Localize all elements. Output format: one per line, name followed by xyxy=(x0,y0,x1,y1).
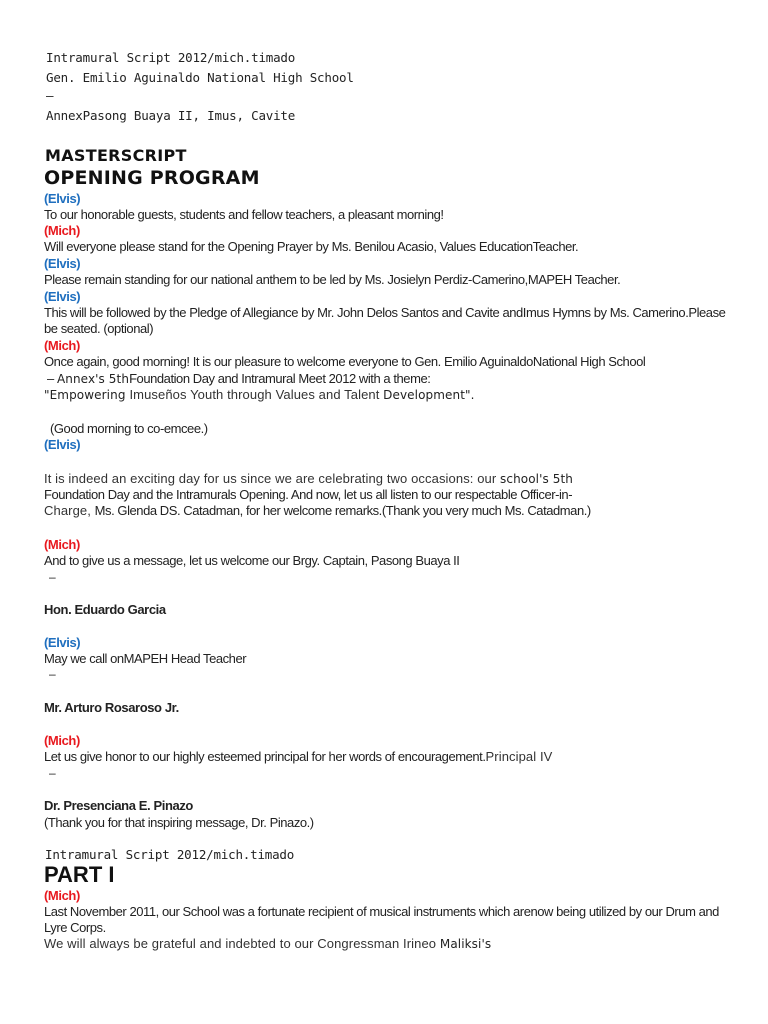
header-school-name: Gen. Emilio Aguinaldo National High School xyxy=(46,70,354,85)
school-5th-text: school's 5th xyxy=(500,472,574,486)
foundation-text: Foundation Day and Intramural Meet 2012 with a theme: xyxy=(129,371,431,386)
principal-title-text: Principal IV xyxy=(485,749,553,764)
catadman-text: Ms. Glenda DS. Catadman, for her welcome remarks.(Thank you very much Ms. Catadman.) xyxy=(94,503,591,518)
dash: – xyxy=(49,570,56,584)
name-presenciana-pinazo: Dr. Presenciana E. Pinazo xyxy=(44,798,193,813)
line-greeting: To our honorable guests, students and fellow teachers, a pleasant morning! xyxy=(44,207,444,222)
speaker-elvis: (Elvis) xyxy=(44,191,81,206)
annex-text: Annex's 5th xyxy=(56,372,130,386)
line-brgy-captain: And to give us a message, let us welcome our Brgy. Captain, Pasong Buaya II xyxy=(44,553,460,568)
header-dash: – xyxy=(46,88,54,103)
dash: – xyxy=(49,667,56,681)
line-thank-you-pinazo: (Thank you for that inspiring message, Dr. Pinazo.) xyxy=(44,815,314,830)
line-welcome-cont xyxy=(47,371,430,386)
line-lyre-corps: Lyre Corps. xyxy=(44,920,106,935)
line-principal xyxy=(44,749,552,764)
line-exciting-day xyxy=(44,471,573,486)
theme-open: "Empowering xyxy=(44,388,130,402)
line-opening-prayer: Will everyone please stand for the Opening Prayer by Ms. Benilou Acasio, Values EducationTeacher. xyxy=(44,239,579,254)
charge-text: Charge, xyxy=(44,503,95,518)
line-mapeh-head: May we call onMAPEH Head Teacher xyxy=(44,651,247,666)
speaker-elvis: (Elvis) xyxy=(44,289,81,304)
line-welcome: Once again, good morning! It is our pleasure to welcome everyone to Gen. Emilio AguinaldoNational High School xyxy=(44,354,646,369)
line-good-morning-coemcee: (Good morning to co-emcee.) xyxy=(50,421,208,436)
line-november-2011: Last November 2011, our School was a fortunate recipient of musical instruments which arenow being utilized by our Drum and xyxy=(44,904,719,919)
footer-script-title: Intramural Script 2012/mich.timado xyxy=(45,847,295,862)
line-officer-charge xyxy=(44,503,591,518)
speaker-mich: (Mich) xyxy=(44,223,80,238)
line-theme xyxy=(44,387,475,402)
opening-program-title: OPENING PROGRAM xyxy=(44,167,260,189)
line-foundation-day: Foundation Day and the Intramurals Opening. And now, let us all listen to our respectable Officer-in- xyxy=(44,487,573,502)
line-grateful xyxy=(44,936,491,951)
header-address: AnnexPasong Buaya II, Imus, Cavite xyxy=(46,108,296,123)
speaker-mich: (Mich) xyxy=(44,888,80,903)
exciting-day-text: It is indeed an exciting day for us since we are celebrating two occasions: our xyxy=(44,471,501,486)
part-one-title: PART I xyxy=(44,862,115,887)
line-pledge: This will be followed by the Pledge of Allegiance by Mr. John Delos Santos and Cavite andImus Hymns by Ms. Camerino.Please xyxy=(44,305,726,320)
masterscript-title: MASTERSCRIPT xyxy=(45,146,187,165)
name-arturo-rosaroso: Mr. Arturo Rosaroso Jr. xyxy=(44,700,179,715)
grateful-text: We will always be grateful and indebted to our Congressman Irineo xyxy=(44,936,440,951)
theme-end: Development". xyxy=(383,388,475,402)
speaker-elvis: (Elvis) xyxy=(44,256,81,271)
line-pledge-cont: be seated. (optional) xyxy=(44,321,154,336)
speaker-mich: (Mich) xyxy=(44,338,80,353)
line-national-anthem: Please remain standing for our national anthem to be led by Ms. Josielyn Perdiz-Camerino,MAPEH Teacher. xyxy=(44,272,621,287)
dash-text: – xyxy=(47,371,57,386)
speaker-mich: (Mich) xyxy=(44,537,80,552)
name-eduardo-garcia: Hon. Eduardo Garcia xyxy=(44,602,166,617)
header-script-title: Intramural Script 2012/mich.timado xyxy=(46,50,296,65)
speaker-mich: (Mich) xyxy=(44,733,80,748)
dash: – xyxy=(49,766,56,780)
maliksi-text: Maliksi's xyxy=(439,937,492,951)
principal-honor-text: Let us give honor to our highly esteemed principal for her words of encouragement. xyxy=(44,749,486,764)
speaker-elvis: (Elvis) xyxy=(44,437,81,452)
theme-mid: Imuseños Youth through Values and Talent xyxy=(129,387,384,402)
speaker-elvis: (Elvis) xyxy=(44,635,81,650)
